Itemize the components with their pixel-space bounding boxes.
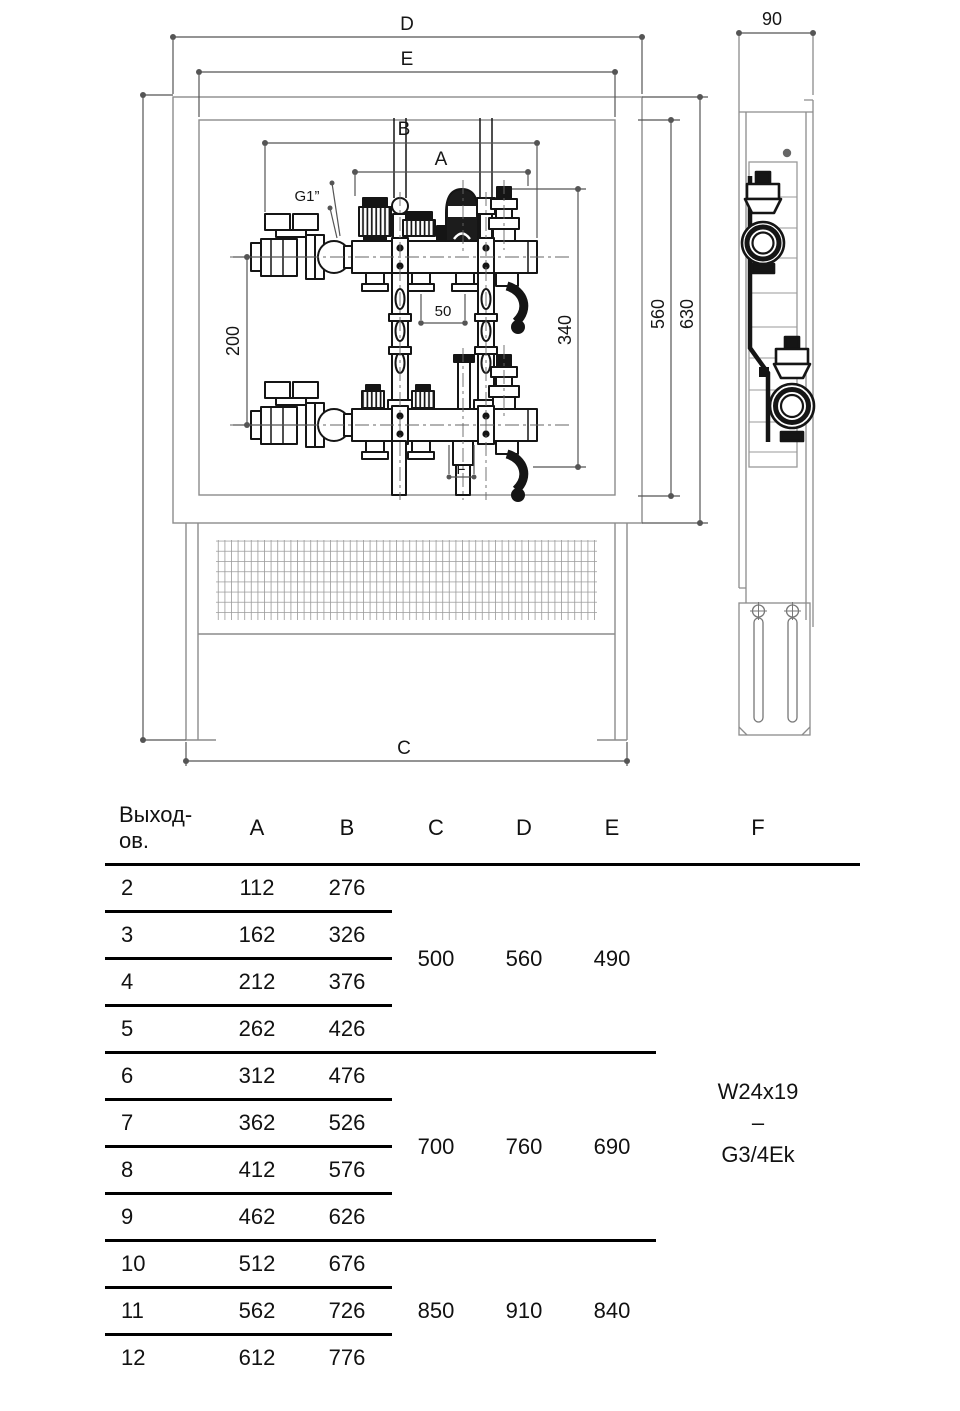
- c-group-cell: 500: [392, 865, 480, 1053]
- header-outputs: [105, 792, 212, 865]
- dim-label-200: 200: [223, 325, 243, 357]
- e-group-cell: 840: [593, 1298, 631, 1323]
- dim-560: [638, 117, 680, 499]
- dim-label-50: 50: [434, 303, 452, 320]
- mounting-slot-left: [754, 618, 763, 722]
- b-value-cell: 376: [302, 959, 392, 1006]
- b-value-cell: 276: [302, 865, 392, 912]
- e-group-cell: 490: [568, 865, 656, 1053]
- header-col-e: E: [568, 792, 656, 865]
- a-value-cell: 162: [212, 912, 302, 959]
- dim-label-c: C: [397, 738, 411, 759]
- header-col-a: A: [212, 792, 302, 865]
- outputs-cell: 8: [105, 1147, 212, 1194]
- header-col-d: D: [480, 792, 568, 865]
- dim-label-f: F: [456, 461, 466, 478]
- drain-valve-upper: [496, 273, 525, 334]
- b-value-cell: 526: [302, 1100, 392, 1147]
- side-pipe: [750, 176, 769, 442]
- mounting-screw-left: [750, 602, 767, 620]
- outputs-cell: 10: [105, 1241, 212, 1288]
- outputs-cell: 5: [105, 1006, 212, 1053]
- dim-label-630: 630: [677, 298, 697, 330]
- front-view: [140, 14, 708, 766]
- outputs-cell: 7: [105, 1100, 212, 1147]
- outputs-cell: 12: [121, 1345, 146, 1370]
- dim-label-560: 560: [648, 298, 668, 330]
- f-spec-line3: G3/4Ek: [721, 1141, 795, 1167]
- d-group-cell: 760: [480, 1053, 568, 1241]
- manifold-lower-top-components: [362, 355, 519, 409]
- mounting-screw-right: [784, 602, 801, 620]
- outputs-cell: 9: [105, 1194, 212, 1241]
- header-outputs-line2: ов.: [119, 827, 150, 853]
- ball-valve-lower: [251, 382, 352, 447]
- dim-C: [183, 738, 630, 766]
- c-group-cell: 700: [392, 1053, 480, 1241]
- outputs-cell: 4: [105, 959, 212, 1006]
- c-group-cell: 850: [417, 1298, 455, 1323]
- header-outputs-line1: Выход-: [119, 801, 193, 827]
- a-value-cell: 512: [212, 1241, 302, 1288]
- manifold-upper-top-components: [359, 187, 519, 241]
- dim-E: [196, 49, 618, 117]
- dim-label-a: A: [434, 149, 448, 170]
- b-value-cell: 726: [302, 1288, 392, 1335]
- ventilation-grille: [216, 540, 597, 620]
- a-value-cell: 112: [212, 865, 302, 912]
- f-spec-line1: W24x19: [717, 1079, 799, 1105]
- dim-50: [418, 294, 468, 326]
- thread-label-g1: G1”: [294, 188, 320, 205]
- b-value-cell: 476: [302, 1053, 392, 1100]
- d-group-cell: 910: [505, 1298, 543, 1323]
- outputs-cell: 3: [105, 912, 212, 959]
- drain-valve-lower: [496, 441, 525, 502]
- mounting-slot-right: [788, 618, 797, 722]
- cabinet-left-leg: [186, 523, 216, 740]
- f-spec-line2: –: [751, 1110, 765, 1136]
- a-value-cell: 362: [212, 1100, 302, 1147]
- a-value-cell: 412: [212, 1147, 302, 1194]
- table-row: [105, 865, 860, 912]
- b-value-cell: 626: [302, 1194, 392, 1241]
- a-value-cell: 462: [212, 1194, 302, 1241]
- cabinet-right-leg: [597, 523, 627, 740]
- header-col-b: B: [302, 792, 392, 865]
- d-group-cell: 560: [480, 865, 568, 1053]
- dim-label-d: D: [400, 14, 414, 35]
- f-spec-cell: [656, 865, 860, 1381]
- header-col-c: C: [392, 792, 480, 865]
- b-value-cell: 326: [302, 912, 392, 959]
- dim-label-e: E: [400, 49, 414, 70]
- a-value-cell: 562: [212, 1288, 302, 1335]
- a-value-cell: 612: [238, 1345, 276, 1370]
- a-value-cell: 212: [212, 959, 302, 1006]
- ball-valve-upper: [251, 214, 352, 279]
- outputs-cell: 11: [105, 1288, 212, 1335]
- dimensions-table: [105, 792, 860, 1380]
- a-value-cell: 262: [212, 1006, 302, 1053]
- header-col-f: F: [656, 792, 860, 865]
- dim-label-90: 90: [761, 9, 783, 29]
- side-view: [736, 9, 816, 735]
- a-value-cell: 312: [212, 1053, 302, 1100]
- b-value-cell: 576: [302, 1147, 392, 1194]
- outlet-stubs-upper: [362, 273, 478, 291]
- b-value-cell: 676: [302, 1241, 392, 1288]
- dim-left-extension: [140, 92, 186, 743]
- b-value-cell: 776: [328, 1345, 366, 1370]
- dim-label-b: B: [397, 119, 411, 140]
- side-valve-lower: [770, 337, 814, 441]
- dim-label-340: 340: [555, 314, 575, 346]
- e-group-cell: 690: [568, 1053, 656, 1241]
- dim-90: [736, 9, 816, 36]
- b-value-cell: 426: [302, 1006, 392, 1053]
- outputs-cell: 6: [105, 1053, 212, 1100]
- outputs-cell: 2: [105, 865, 212, 912]
- side-foot: [739, 602, 810, 735]
- panel-screw: [783, 149, 791, 157]
- table-header-row: [105, 792, 860, 865]
